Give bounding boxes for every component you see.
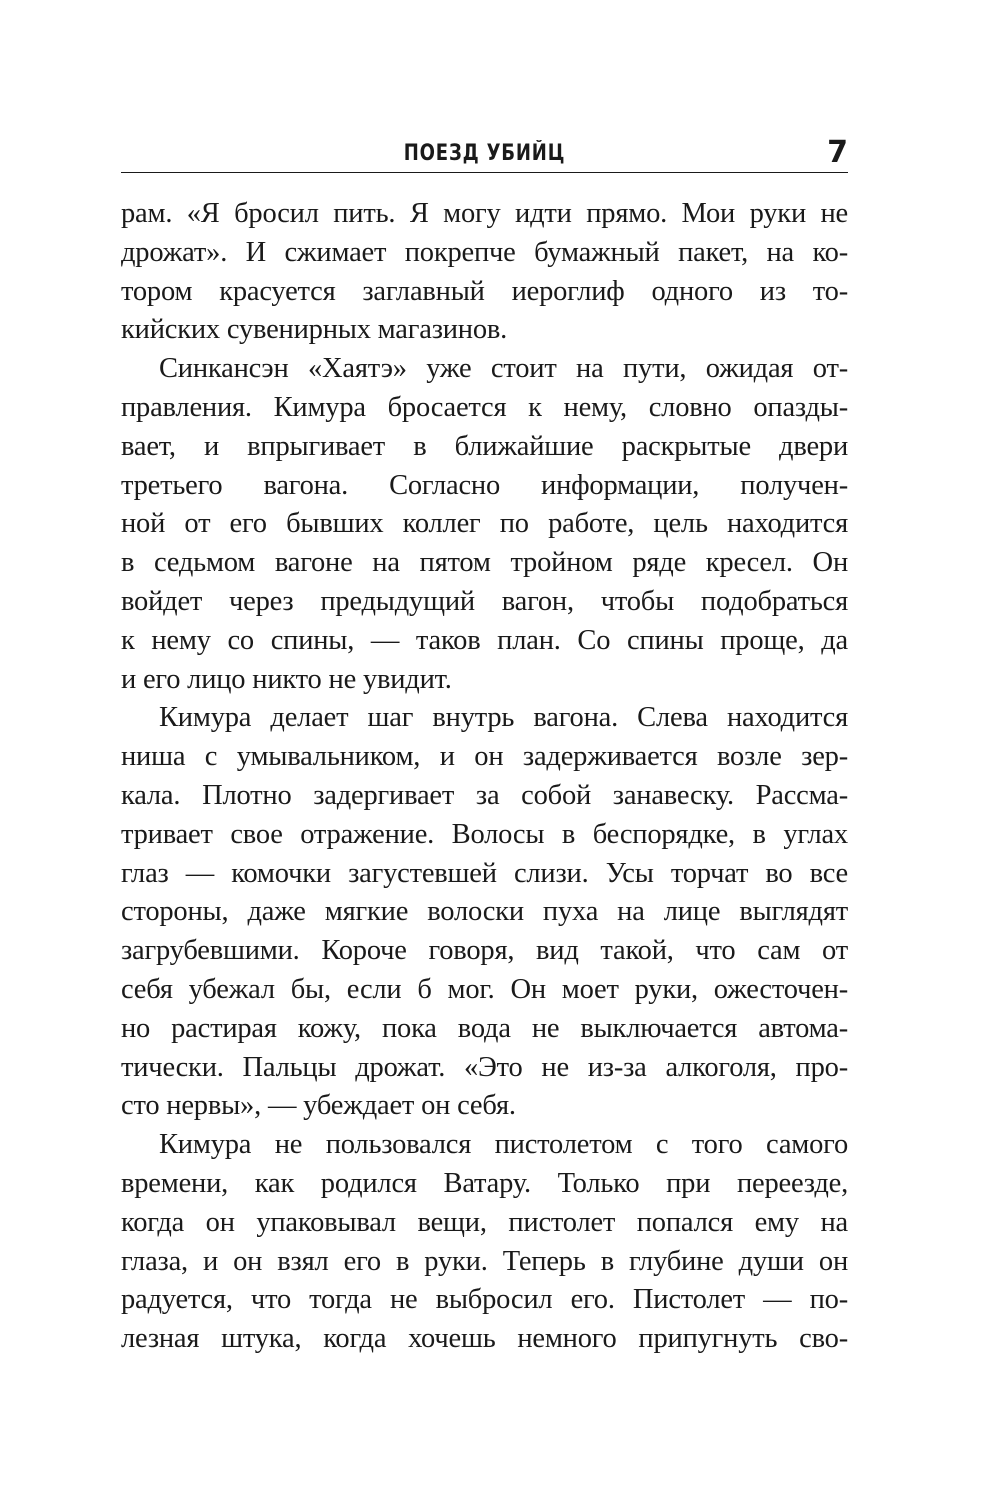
text-line: правления. Кимура бросается к нему, словно опазды- (121, 391, 848, 423)
text-line: и его лицо никто не увидит. (121, 663, 452, 695)
text-line: вает, и впрыгивает в ближайшие раскрытые двери (121, 430, 848, 462)
text-line: третьего вагона. Согласно информации, получен- (121, 469, 848, 501)
text-line: рам. «Я бросил пить. Я могу идти прямо. Мои руки не (121, 198, 848, 229)
text-line: кийских сувенирных магазинов. (121, 314, 508, 346)
text-line: лезная штука, когда хочешь немного припугнуть сво- (121, 1323, 848, 1355)
text-line: стороны, даже мягкие волоски пуха на лице выглядят (121, 896, 848, 928)
text-line: тически. Пальцы дрожат. «Это не из-за алкоголя, про- (121, 1051, 848, 1083)
text-line: Кимура не пользовался пистолетом с того самого (159, 1129, 848, 1161)
running-head (121, 135, 848, 174)
text-line: загрубевшими. Короче говоря, вид такой, что сам от (121, 935, 848, 967)
text-line: в седьмом вагоне на пятом тройном ряде кресел. Он (121, 547, 848, 579)
book-title: ПОЕЗД УБИЙЦ (403, 141, 566, 166)
text-line: тривает свое отражение. Волосы в беспорядке, в углах (121, 818, 848, 850)
text-line: тором красуется заглавный иероглиф одного из то- (121, 275, 848, 307)
text-line: ниша с умывальником, и он задерживается возле зер- (121, 741, 848, 773)
text-line: дрожат». И сжимает покрепче бумажный пакет, на ко- (121, 236, 848, 268)
text-line: времени, как родился Ватару. Только при переезде, (121, 1167, 848, 1199)
book-page (121, 0, 848, 1496)
text-line: глаза, и он взял его в руки. Теперь в глубине души он (121, 1245, 848, 1277)
text-line: Синкансэн «Хаятэ» уже стоит на пути, ожидая от- (159, 353, 848, 385)
text-line: Кимура делает шаг внутрь вагона. Слева находится (159, 702, 848, 734)
text-line: к нему со спины, — таков план. Со спины проще, да (121, 624, 848, 656)
text-line: но растирая кожу, пока вода не выключается автома- (121, 1012, 848, 1044)
text-line: когда он упаковывал вещи, пистолет попался ему на (121, 1206, 848, 1238)
text-line: глаз — комочки загустевшей слизи. Усы торчат во все (121, 857, 848, 889)
text-line: себя убежал бы, если б мог. Он моет руки, ожесточен- (121, 973, 848, 1005)
body-text (121, 195, 848, 1359)
text-line: кала. Плотно задергивает за собой занавеску. Рассма- (121, 779, 848, 811)
text-line: ной от его бывших коллег по работе, цель находится (121, 508, 848, 540)
text-line: сто нервы», — убеждает он себя. (121, 1090, 516, 1122)
header-rule (121, 172, 848, 173)
page-number: 7 (827, 135, 848, 170)
text-line: радуется, что тогда не выбросил его. Пистолет — по- (121, 1284, 848, 1316)
text-line: войдет через предыдущий вагон, чтобы подобраться (121, 585, 848, 617)
